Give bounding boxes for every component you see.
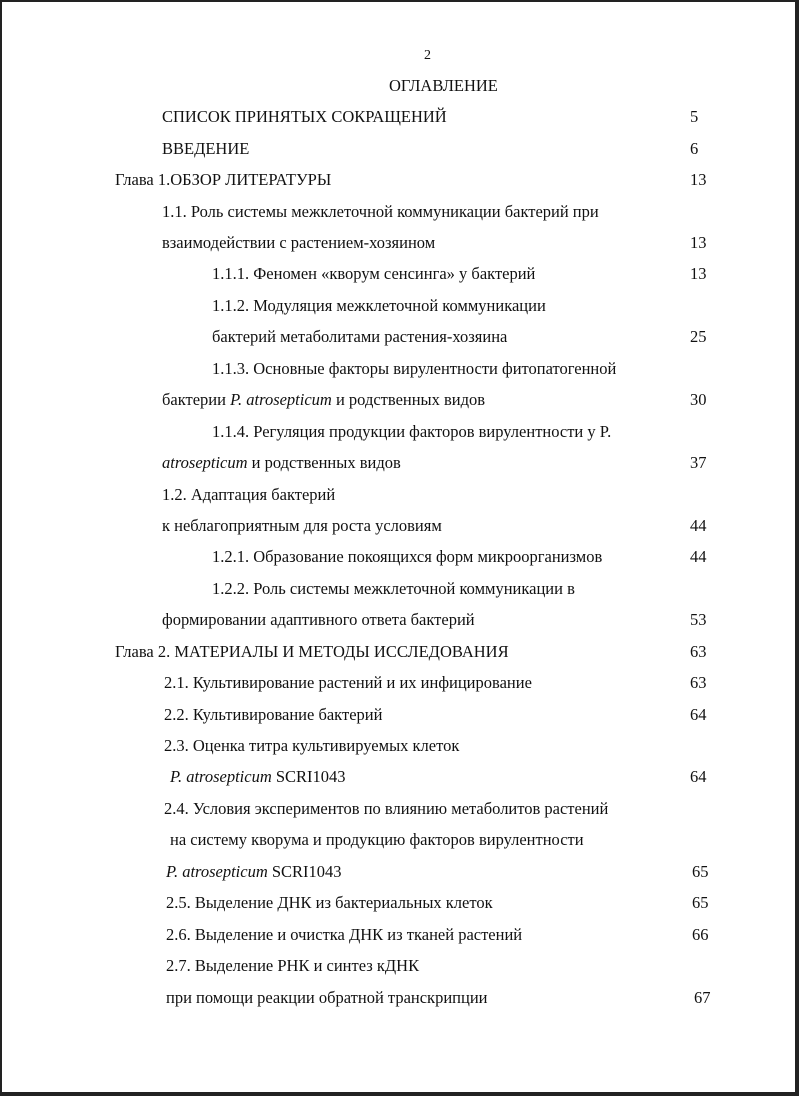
toc-entry-page: 25 [690,327,707,346]
toc-entry-text: 1.1.4. Регуляция продукции факторов вирулентности у P. [212,422,612,441]
toc-entry-text: 1.2.2. Роль системы межклеточной коммуникации в [212,579,575,598]
toc-entry-text: 1.2. Адаптация бактерий [162,485,336,504]
toc-entry-page: 44 [690,547,707,566]
toc-entry-text: 2.6. Выделение и очистка ДНК из тканей растений [166,925,523,944]
toc-entry-text: 2.3. Оценка титра культивируемых клеток [164,736,460,755]
toc-entry-page: 5 [690,107,699,126]
toc-entry-text: 2.1. Культивирование растений и их инфицирование [164,673,532,692]
species-name: P. atrosepticum [170,767,272,786]
toc-entry-text: 1.1. Роль системы межклеточной коммуникации бактерий при [162,202,599,221]
toc-entry-page: 67 [694,988,711,1007]
toc-entry-suffix: и родственных видов [247,453,401,472]
toc-entry-text: 1.2.1. Образование покоящихся форм микроорганизмов [212,547,603,566]
toc-entry-text: на систему кворума и продукцию факторов вирулентности [170,830,584,849]
toc-entry-page: 66 [692,925,709,944]
toc-entry-text: 1.1.1. Феномен «кворум сенсинга» у бактерий [212,264,536,283]
toc-entry-text: 1.1.2. Модуляция межклеточной коммуникации [212,296,546,315]
toc-heading: ОГЛАВЛЕНИЕ [389,76,498,95]
toc-entry-text: к неблагоприятным для роста условиям [162,516,442,535]
toc-entry-text: Глава 1.ОБЗОР ЛИТЕРАТУРЫ [115,170,332,189]
toc-entry-page: 13 [690,264,707,283]
toc-entry-text [166,862,342,882]
toc-entry-page: 37 [690,453,707,472]
toc-entry-page: 6 [690,139,699,158]
toc-entry-text: при помощи реакции обратной транскрипции [166,988,488,1007]
toc-entry-text: 2.4. Условия экспериментов по влиянию метаболитов растений [164,799,609,818]
toc-entry-page: 63 [690,673,707,692]
toc-entry-page: 13 [690,170,707,189]
toc-entry-prefix: бактерии [162,390,231,409]
toc-entry-page: 53 [690,610,707,629]
toc-entry-page: 30 [690,390,707,409]
toc-entry-text: Глава 2. МАТЕРИАЛЫ И МЕТОДЫ ИССЛЕДОВАНИЯ [115,642,509,661]
toc-entry-text: 2.2. Культивирование бактерий [164,705,383,724]
species-name: P. atrosepticum [230,390,332,409]
toc-entry-text [170,767,346,787]
toc-entry-page: 64 [690,705,707,724]
toc-entry-page: 63 [690,642,707,661]
toc-entry-page: 13 [690,233,707,252]
toc-entry-text: взаимодействии с растением-хозяином [162,233,436,252]
toc-entry-text: 2.7. Выделение РНК и синтез кДНК [166,956,420,975]
toc-entry-text: 2.5. Выделение ДНК из бактериальных клеток [166,893,493,912]
species-name: P. atrosepticum [166,862,268,881]
toc-entry-suffix: и родственных видов [331,390,486,409]
toc-entry-text [162,453,401,473]
page-border-top [0,0,799,2]
toc-entry-suffix: SCRI1043 [271,767,346,786]
toc-entry-text: 1.1.3. Основные факторы вирулентности фитопатогенной [212,359,617,378]
toc-entry-page: 65 [692,862,709,881]
page-border-bottom [0,1092,799,1096]
toc-entry-text: ВВЕДЕНИЕ [162,139,250,158]
page-border-left [0,0,2,1096]
page-border-right [795,0,799,1096]
species-name: atrosepticum [162,453,248,472]
toc-entry-text: формировании адаптивного ответа бактерий [162,610,475,629]
toc-entry-text: СПИСОК ПРИНЯТЫХ СОКРАЩЕНИЙ [162,107,447,126]
page-number: 2 [424,48,431,63]
toc-entry-suffix: SCRI1043 [267,862,342,881]
toc-entry-text: бактерий метаболитами растения-хозяина [212,327,508,346]
toc-entry-page: 64 [690,767,707,786]
toc-entry-page: 65 [692,893,709,912]
toc-entry-text [162,390,485,410]
toc-entry-page: 44 [690,516,707,535]
